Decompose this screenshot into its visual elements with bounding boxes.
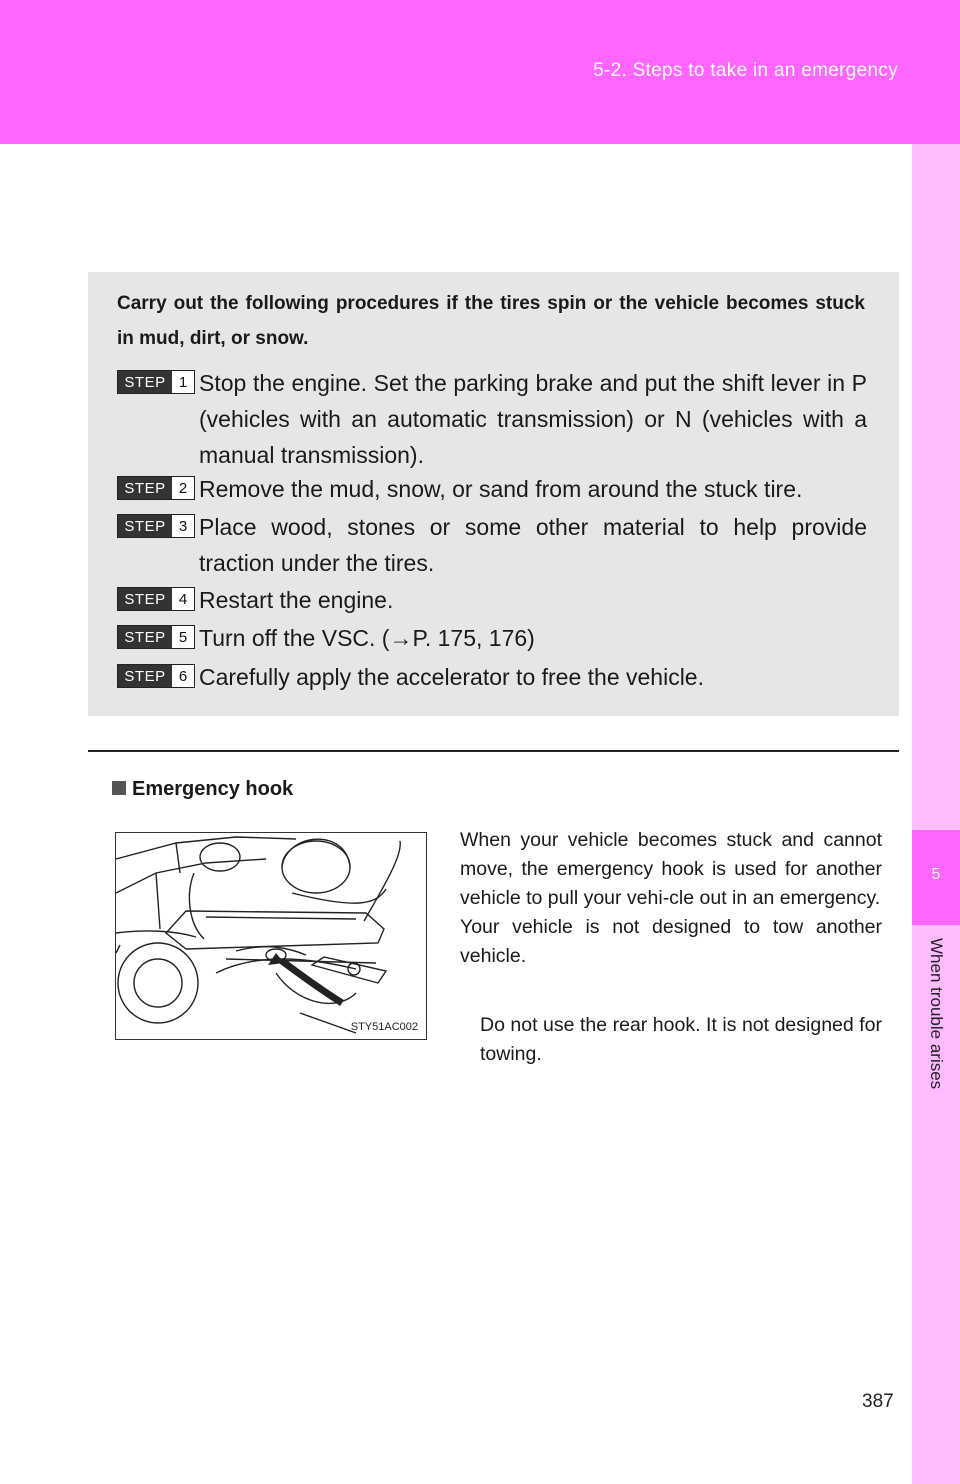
step-text: Turn off the VSC. (→P. 175, 176) xyxy=(199,625,535,651)
step-2 xyxy=(117,471,867,507)
step-text: Restart the engine. xyxy=(199,587,394,613)
step-text: Stop the engine. Set the parking brake and put the shift lever in P (vehicles with an automatic transmission) or N (vehicles with a manual transmission). xyxy=(199,370,867,468)
step-number: 4 xyxy=(178,590,188,608)
step-number: 2 xyxy=(178,479,188,497)
procedure-intro: Carry out the following procedures if the tires spin or the vehicle becomes stuck in mud, dirt, or snow. xyxy=(117,293,865,349)
figure-code: STY51AC002 xyxy=(350,1021,418,1033)
step-number: 1 xyxy=(178,373,188,391)
step-word: STEP xyxy=(118,665,172,687)
step-badge xyxy=(117,625,195,649)
step-word: STEP xyxy=(118,626,172,648)
step-number: 5 xyxy=(178,628,188,646)
step-word: STEP xyxy=(118,588,172,610)
chapter-side-tab xyxy=(912,144,960,1484)
step-badge xyxy=(117,664,195,688)
chapter-number-box xyxy=(912,830,960,925)
step-badge xyxy=(117,514,195,538)
step-number: 6 xyxy=(178,667,188,685)
square-bullet-icon xyxy=(112,781,126,795)
step-6 xyxy=(117,659,867,695)
step-5 xyxy=(117,620,867,656)
step-text: Remove the mud, snow, or sand from around the stuck tire. xyxy=(199,476,803,502)
step-number: 3 xyxy=(178,517,188,535)
page-number: 387 xyxy=(862,1391,894,1412)
step-text: Carefully apply the accelerator to free the vehicle. xyxy=(199,664,704,690)
step-4 xyxy=(117,582,867,618)
section-divider xyxy=(88,750,899,752)
step-word: STEP xyxy=(118,515,172,537)
step-badge xyxy=(117,476,195,500)
chapter-label xyxy=(912,930,960,1170)
chapter-number: 5 xyxy=(931,866,941,883)
emergency-hook-illustration xyxy=(115,832,427,1040)
emergency-hook-description xyxy=(460,826,882,971)
step-badge xyxy=(117,587,195,611)
section-heading-text: Emergency hook xyxy=(132,778,294,800)
step-word: STEP xyxy=(118,477,172,499)
step-word: STEP xyxy=(118,371,172,393)
step-1 xyxy=(117,365,867,473)
section-title: 5-2. Steps to take in an emergency xyxy=(593,60,898,81)
step-3 xyxy=(117,509,867,581)
description-text: When your vehicle becomes stuck and cannot move, the emergency hook is used for another vehicle to pull your vehi-cle out in an emergency. Your vehicle is not designed to tow another vehicle. xyxy=(460,829,882,967)
section-heading xyxy=(112,778,293,801)
vehicle-rear-underside-drawing xyxy=(116,833,426,1039)
page-header xyxy=(0,0,960,144)
rear-hook-note: Do not use the rear hook. It is not designed for towing. xyxy=(480,1014,882,1065)
chapter-title: When trouble arises xyxy=(927,938,946,1090)
step-text: Place wood, stones or some other material to help provide traction under the tires. xyxy=(199,514,867,576)
step-badge xyxy=(117,370,195,394)
